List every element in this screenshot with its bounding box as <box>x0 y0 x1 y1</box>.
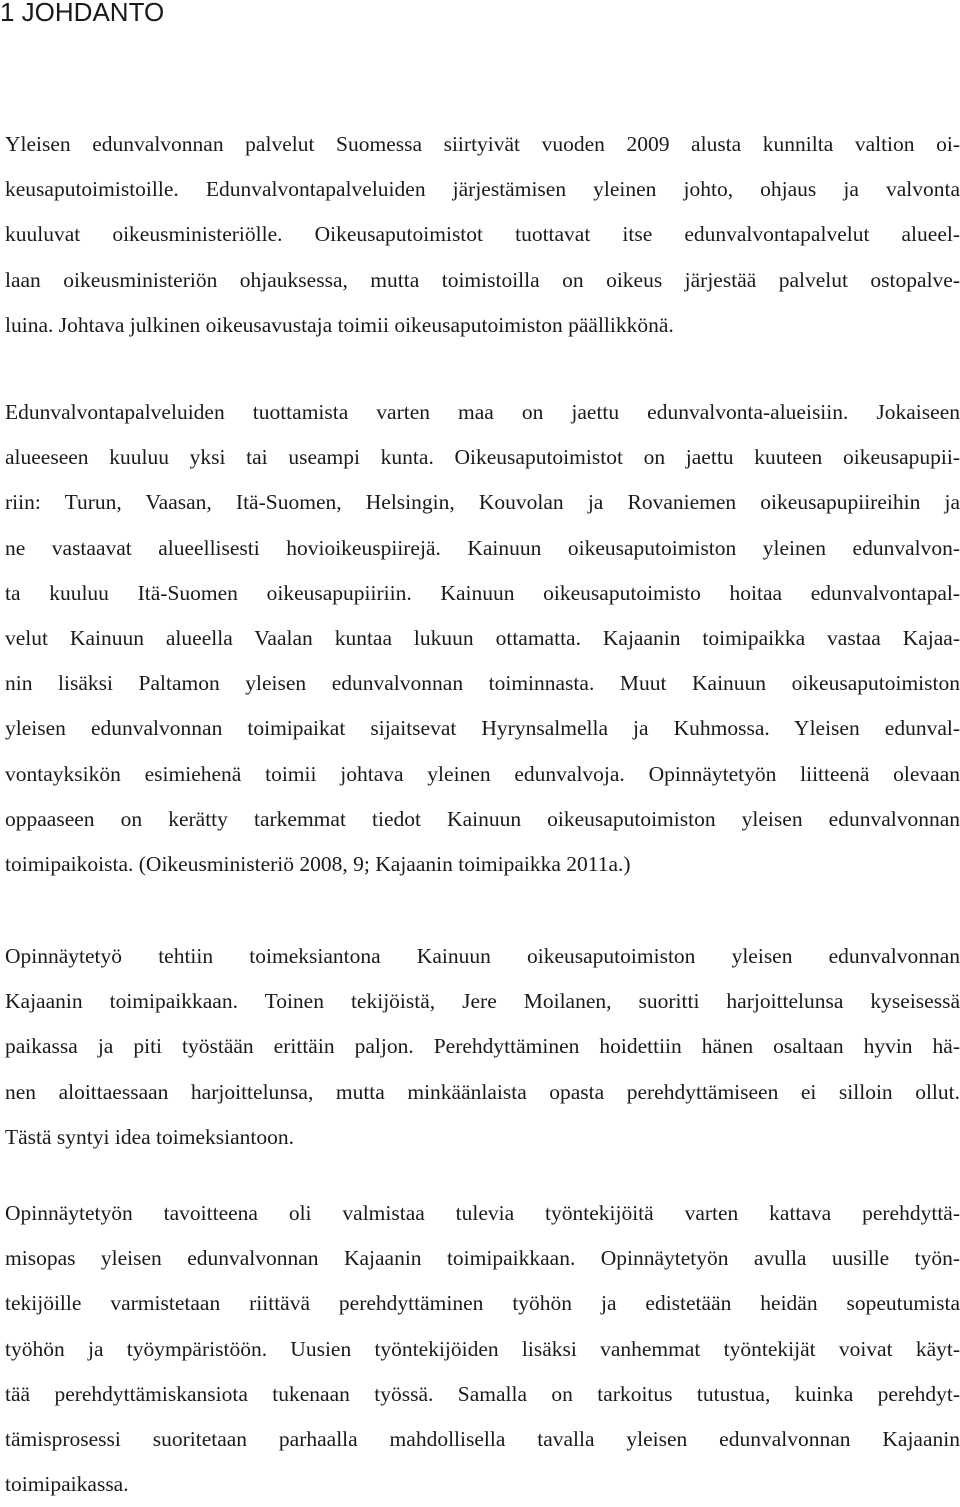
text-line: oppaaseen on kerätty tarkemmat tiedot Kainuun oikeusaputoimiston yleisen edunvalvonnan <box>5 806 960 831</box>
paragraph-2 <box>5 390 960 887</box>
text-line: ta kuuluu Itä-Suomen oikeusapupiiriin. Kainuun oikeusaputoimisto hoitaa edunvalvontapal- <box>5 580 960 605</box>
text-line: paikassa ja piti työstään erittäin paljon. Perehdyttäminen hoidettiin hänen osaltaan hyvin hä- <box>5 1034 960 1059</box>
text-line: nen aloittaessaan harjoittelunsa, mutta minkäänlaista opasta perehdyttämiseen ei silloin ollut. <box>5 1079 960 1104</box>
text-line: riin: Turun, Vaasan, Itä-Suomen, Helsingin, Kouvolan ja Rovaniemen oikeusapupiireihin ja <box>5 490 960 515</box>
text-line: misopas yleisen edunvalvonnan Kajaanin toimipaikkaan. Opinnäytetyön avulla uusille työn- <box>5 1246 960 1271</box>
paragraph-4 <box>5 1191 960 1507</box>
text-line: nin lisäksi Paltamon yleisen edunvalvonnan toiminnasta. Muut Kainuun oikeusaputoimiston <box>5 671 960 696</box>
text-line: Kajaanin toimipaikkaan. Toinen tekijöistä, Jere Moilanen, suoritti harjoittelunsa kyseisessä <box>5 989 960 1014</box>
text-line: alueeseen kuuluu yksi tai useampi kunta. Oikeusaputoimistot on jaettu kuuteen oikeusapupii- <box>5 445 960 470</box>
text-line: Tästä syntyi idea toimeksiantoon. <box>5 1124 295 1149</box>
text-line: tekijöille varmistetaan riittävä perehdyttäminen työhön ja edistetään heidän sopeutumista <box>5 1291 960 1316</box>
text-line: tämisprosessi suoritetaan parhaalla mahdollisella tavalla yleisen edunvalvonnan Kajaanin <box>5 1427 960 1452</box>
text-line: luina. Johtava julkinen oikeusavustaja toimii oikeusaputoimiston päällikkönä. <box>5 312 674 337</box>
text-line: toimipaikassa. <box>5 1472 129 1497</box>
text-line: Edunvalvontapalveluiden tuottamista varten maa on jaettu edunvalvonta-alueisiin. Jokaiseen <box>5 400 960 424</box>
text-line: velut Kainuun alueella Vaalan kuntaa lukuun ottamatta. Kajaanin toimipaikka vastaa Kajaa- <box>5 626 960 651</box>
text-line: vontayksikön esimiehenä toimii johtava yleinen edunvalvoja. Opinnäytetyön liitteenä olevaan <box>5 761 960 786</box>
text-line: Opinnäytetyön tavoitteena oli valmistaa tulevia työntekijöitä varten kattava perehdyttä- <box>5 1201 960 1225</box>
paragraph-1 <box>5 122 960 348</box>
text-line: yleisen edunvalvonnan toimipaikat sijaitsevat Hyrynsalmella ja Kuhmossa. Yleisen edunval- <box>5 716 960 741</box>
text-line: keusaputoimistoille. Edunvalvontapalveluiden järjestämisen yleinen johto, ohjaus ja valvonta <box>5 177 960 202</box>
text-line: laan oikeusministeriön ohjauksessa, mutta toimistoilla on oikeus järjestää palvelut ostopalve- <box>5 267 960 292</box>
text-line: toimipaikoista. (Oikeusministeriö 2008, 9; Kajaanin toimipaikka 2011a.) <box>5 852 631 877</box>
text-line: kuuluvat oikeusministeriölle. Oikeusaputoimistot tuottavat itse edunvalvontapalvelut alueel- <box>5 222 960 247</box>
text-line: työhön ja työympäristöön. Uusien työntekijöiden lisäksi vanhemmat työntekijät voivat käyt- <box>5 1336 960 1361</box>
text-line: Opinnäytetyö tehtiin toimeksiantona Kainuun oikeusaputoimiston yleisen edunvalvonnan <box>5 944 960 968</box>
section-heading: 1 JOHDANTO <box>0 0 165 27</box>
text-line: ne vastaavat alueellisesti hovioikeuspiirejä. Kainuun oikeusaputoimiston yleinen edunvalvon- <box>5 535 960 560</box>
text-line: tää perehdyttämiskansiota tukenaan työssä. Samalla on tarkoitus tutustua, kuinka perehdyt- <box>5 1381 960 1406</box>
paragraph-3 <box>5 934 960 1160</box>
text-line: Yleisen edunvalvonnan palvelut Suomessa siirtyivät vuoden 2009 alusta kunnilta valtion oi- <box>5 132 960 156</box>
